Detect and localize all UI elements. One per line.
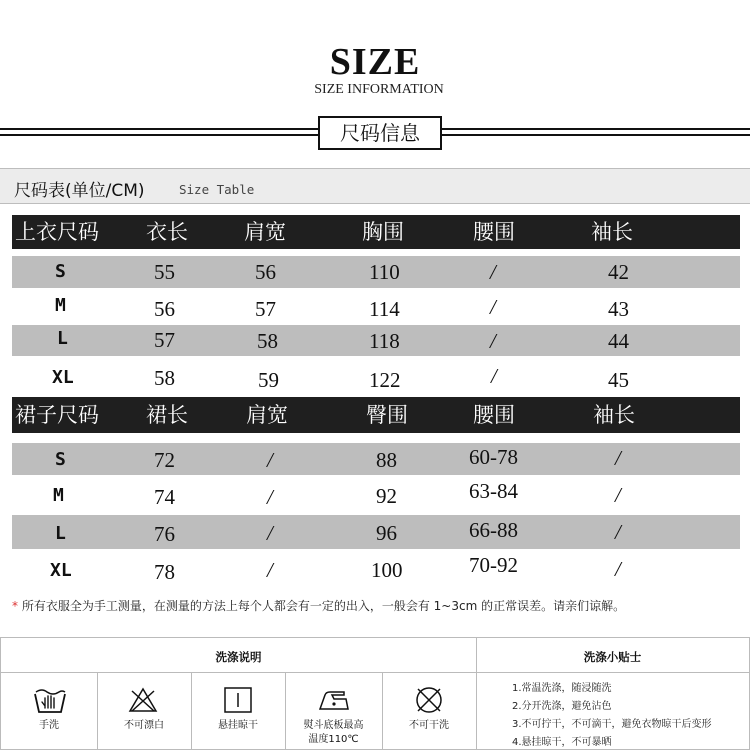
header-cell: 上衣尺码 (15, 220, 99, 244)
skirt-table-header (12, 397, 740, 433)
value-cell: 42 (608, 260, 629, 284)
table-row (12, 325, 740, 356)
value-cell: 56 (255, 260, 276, 284)
value-cell: 58 (257, 329, 278, 353)
top-table-header (12, 215, 740, 249)
value-cell: 110 (369, 260, 400, 284)
header-cell: 腰围 (473, 403, 515, 427)
table-row (12, 479, 740, 513)
no-bleach-icon (128, 687, 158, 717)
value-cell: 45 (608, 368, 629, 392)
value-cell: / (615, 446, 621, 470)
care-label: 不可漂白 (124, 720, 164, 731)
page-subtitle: SIZE INFORMATION (314, 82, 444, 97)
value-cell: 78 (154, 560, 175, 584)
size-table-title: 尺码表(单位/CM) (14, 181, 145, 201)
care-label (285, 719, 382, 747)
value-cell: / (490, 329, 496, 353)
header-cell: 臀围 (366, 403, 408, 427)
care-divider (97, 672, 98, 749)
value-cell: 57 (255, 297, 276, 321)
value-cell: / (267, 448, 273, 472)
table-row (12, 515, 740, 549)
value-cell: 114 (369, 297, 400, 321)
header-cell: 肩宽 (246, 403, 288, 427)
care-divider (191, 672, 192, 749)
value-cell: 118 (369, 329, 400, 353)
table-row (12, 292, 740, 324)
value-cell: 92 (376, 484, 397, 508)
header-cell: 裙长 (146, 403, 188, 427)
care-instructions (0, 637, 750, 750)
table-row (12, 443, 740, 475)
size-cell: XL (50, 560, 72, 581)
value-cell: 56 (154, 297, 175, 321)
table-row (12, 552, 740, 586)
value-cell: / (615, 483, 621, 507)
hang-dry-icon (223, 686, 253, 718)
care-tip: 1.常温洗涤，随浸随洗 (512, 683, 612, 694)
value-cell: 43 (608, 297, 629, 321)
header-cell: 袖长 (593, 403, 635, 427)
value-cell: 59 (258, 368, 279, 392)
size-cell: L (57, 328, 68, 349)
value-cell: 122 (369, 368, 401, 392)
care-tip: 3.不可拧干，不可滴干，避免衣物晾干后变形 (512, 719, 712, 730)
hand-wash-icon (33, 686, 67, 718)
care-label-line2: 温度110℃ (308, 734, 359, 745)
value-cell: 76 (154, 522, 175, 546)
table-row (12, 256, 740, 288)
note-text: 所有衣服全为手工测量，在测量的方法上每个人都会有一定的出入，一般会有 1~3cm 的正常误差。请亲们谅解。 (21, 599, 626, 613)
value-cell: 57 (154, 328, 175, 352)
value-cell: / (267, 485, 273, 509)
value-cell: / (615, 520, 621, 544)
header-cell: 胸围 (362, 220, 404, 244)
value-cell: 66-88 (469, 518, 518, 542)
care-divider (382, 672, 383, 749)
header-cell: 衣长 (146, 220, 188, 244)
size-cell: M (53, 485, 64, 506)
value-cell: 72 (154, 448, 175, 472)
care-label: 手洗 (39, 720, 59, 731)
care-tip: 4.悬挂晾干，不可暴晒 (512, 737, 612, 748)
care-label-line1: 熨斗底板最高 (303, 720, 364, 731)
value-cell: 63-84 (469, 479, 518, 503)
size-cell: M (55, 295, 66, 316)
value-cell: 58 (154, 366, 175, 390)
care-tips-title: 洗涤小贴士 (583, 650, 642, 664)
value-cell: 55 (154, 260, 175, 284)
value-cell: / (267, 558, 273, 582)
care-title: 洗涤说明 (215, 650, 262, 664)
value-cell: 88 (376, 448, 397, 472)
value-cell: 44 (608, 329, 629, 353)
value-cell: 70-92 (469, 553, 518, 577)
section-title: 尺码信息 (340, 121, 420, 145)
no-dry-clean-icon (414, 685, 444, 719)
section-title-box (318, 116, 442, 150)
care-label: 不可干洗 (409, 720, 449, 731)
value-cell: / (615, 557, 621, 581)
value-cell: / (490, 260, 496, 284)
page-title: SIZE (329, 41, 421, 83)
header-cell: 袖长 (591, 220, 633, 244)
value-cell: 96 (376, 521, 397, 545)
size-cell: S (55, 261, 66, 282)
iron-icon (316, 687, 352, 717)
table-row (12, 360, 740, 394)
size-cell: S (55, 449, 66, 470)
value-cell: 60-78 (469, 445, 518, 469)
care-tip: 2.分开洗涤，避免沾色 (512, 701, 612, 712)
value-cell: 100 (371, 558, 403, 582)
header-cell: 裙子尺码 (15, 403, 99, 427)
care-label: 悬挂晾干 (218, 720, 258, 731)
value-cell: / (490, 295, 496, 319)
size-cell: L (55, 523, 66, 544)
value-cell: 74 (154, 485, 175, 509)
header-cell: 腰围 (473, 220, 515, 244)
value-cell: / (267, 521, 273, 545)
header-cell: 肩宽 (244, 220, 286, 244)
size-table-subtitle: Size Table (179, 182, 255, 197)
note-star: * (12, 599, 18, 613)
value-cell: / (491, 364, 497, 388)
size-cell: XL (52, 367, 74, 388)
measurement-note (12, 597, 625, 614)
care-divider (1, 672, 749, 673)
